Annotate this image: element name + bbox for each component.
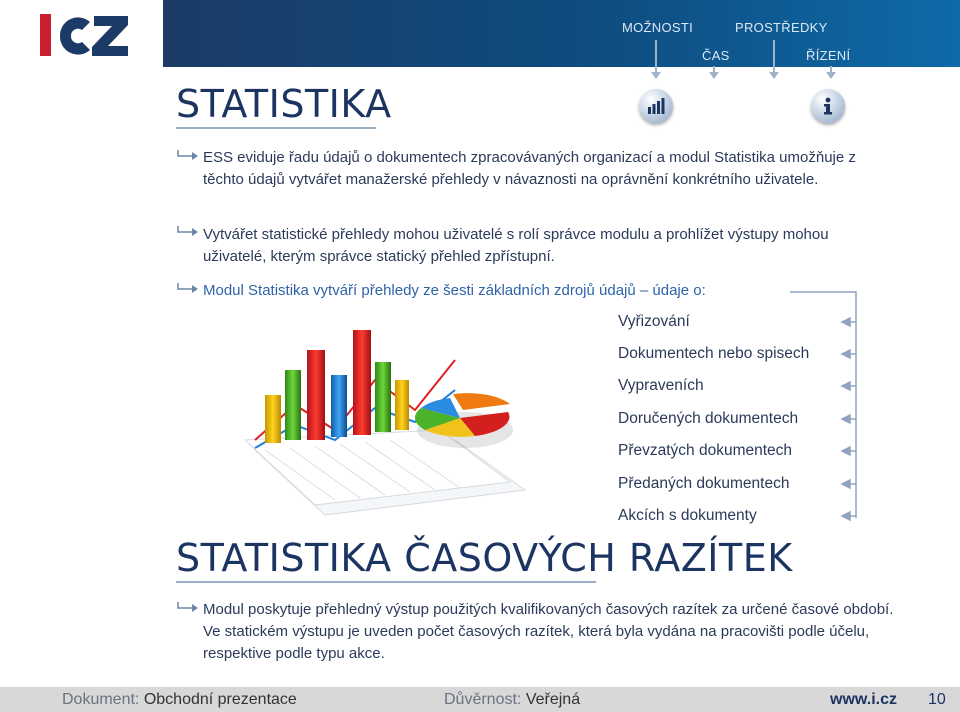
bar-chart-icon[interactable] — [639, 89, 673, 123]
bullet-text: Modul poskytuje přehledný výstup použitých kvalifikovaných časových razítek za určené časové období. Ve statickém výstupu je uveden počet časových razítek, která byla vydána na pracovišti podle účelu, respektive podle typu akce. — [203, 601, 894, 662]
bullet-arrow-icon — [177, 150, 199, 162]
nav-rizeni[interactable]: ŘÍZENÍ — [806, 48, 851, 63]
bullet-arrow-icon — [177, 283, 199, 295]
bullet-arrow-icon — [177, 602, 199, 614]
bullet-arrow-icon — [177, 226, 199, 238]
nav-cas[interactable]: ČAS — [702, 48, 730, 63]
footer-document-value: Obchodní prezentace — [143, 691, 297, 708]
bullet-text: Vytvářet statistické přehledy mohou uživatelé s rolí správce modulu a prohlížet výstupy mohou uživatelé, kterým správce statický přehled zpřístupní. — [203, 226, 829, 265]
page-number: 10 — [928, 691, 946, 708]
nav-connector — [773, 40, 775, 74]
nav-prostredky[interactable]: PROSTŘEDKY — [735, 20, 828, 35]
source-item: Vyřizování — [618, 313, 690, 330]
source-item: Převzatých dokumentech — [618, 442, 793, 459]
footer-confidentiality — [444, 691, 580, 709]
source-item: Vypraveních — [618, 377, 704, 394]
title-underline — [176, 127, 376, 129]
source-item: Doručených dokumentech — [618, 410, 799, 427]
nav-connector — [655, 40, 657, 74]
title-underline — [176, 581, 596, 583]
section-title: STATISTIKA ČASOVÝCH RAZÍTEK — [176, 536, 793, 580]
footer-document-label: Dokument: — [62, 691, 140, 708]
footer-document — [62, 691, 297, 709]
source-item: Předaných dokumentech — [618, 475, 790, 492]
nav-moznosti[interactable]: MOŽNOSTI — [622, 20, 694, 35]
nav-arrow — [826, 72, 836, 79]
icz-logo[interactable] — [40, 12, 130, 58]
bullet-text: ESS eviduje řadu údajů o dokumentech zpracovávaných organizací a modul Statistika umožňuje z těchto údajů vytvářet manažerské přehledy v návaznosti na oprávnění konkrétního uživatele. — [203, 149, 856, 188]
footer-website[interactable]: www.i.cz — [830, 691, 897, 708]
bullet-text: Modul Statistika vytváří přehledy ze šesti základních zdrojů údajů – údaje o: — [203, 282, 706, 299]
source-item: Akcích s dokumenty — [618, 507, 757, 524]
footer-confidentiality-label: Důvěrnost: — [444, 691, 522, 708]
nav-arrow — [651, 72, 661, 79]
page-title: STATISTIKA — [176, 82, 392, 126]
info-icon[interactable] — [811, 89, 845, 123]
footer-confidentiality-value: Veřejná — [525, 691, 581, 708]
statistics-illustration — [225, 290, 545, 530]
source-item: Dokumentech nebo spisech — [618, 345, 810, 362]
nav-arrow — [709, 72, 719, 79]
sources-bracket — [790, 286, 860, 526]
nav-arrow — [769, 72, 779, 79]
